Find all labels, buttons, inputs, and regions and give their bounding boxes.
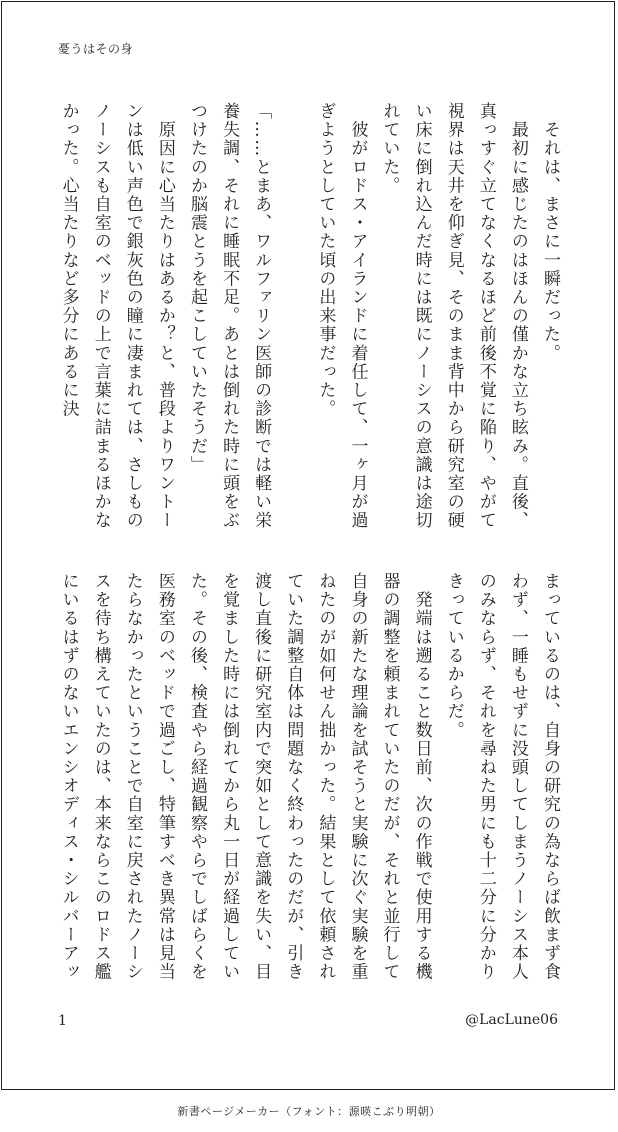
text-block-lower [56,572,566,992]
paragraph: まっているのは、自身の研究の為ならば飲まず食わず、一睡もせずに没頭してしまうノーシス本人のみならず、それを尋ねた男にも十二分に分かりきっているからだ。 [443,572,560,982]
paragraph: それは、まさに一瞬だった。 [540,102,560,363]
page-number: 1 [58,1013,67,1029]
paragraph: 彼がロドス・アイランドに着任して、一ヶ月が過ぎようとしていた頃の出来事だった。 [315,102,368,530]
paragraph: 原因に心当たりはあるか？と、普段よりワントーンは低い声色で銀灰色の瞳に凄まれては、さしものノーシスも自室のベッドの上で言葉に詰まるほかなかった。心当たりなど多分にあるに決 [58,102,175,530]
page-frame [1,1,615,1090]
generator-credit: 新書ページメーカー（フォント：源暎こぶり明朝） [177,1105,441,1118]
blank-line [277,102,309,532]
paragraph: 「……とまあ、ワルファリン医師の診断では軽い栄養失調、それに睡眠不足。あとは倒れた時に頭をぶつけたのか脳震とうを起こしていたそうだ」 [186,102,272,530]
author-handle: @LacLune06 [465,1012,558,1028]
text-block-upper [56,102,566,532]
paragraph: 最初に感じたのはほんの僅かな立ち眩み。直後、真っすぐ立てなくなるほど前後不覚に陥り、やがて視界は天井を仰ぎ見、そのまま背中から研究室の硬い床に倒れ込んだ時には既にノーシスの意識は途切れていた。 [379,102,528,530]
paragraph: 発端は遡ること数日前、次の作戦で使用する機器の調整を頼まれていたのだが、それと並行して自身の新たな理論を試そうと実験に次ぐ実験を重ねたのが如何せん拙かった。結果として依頼されていた調整自体は問題なく終わったのだが、引き渡し直後に研究室内で突如として意識を失い、目を覚ました時には倒れてから丸一日が経過していた。その後、検査やら経過観察やらでしばらくを医務室のベッドで過ごし、特筆すべき異常は見当たらなかったということで自室に戻されたノーシスを待ち構えていたのは、本来ならこのロドス艦にいるはずのないエンシオディス・シルバーアッ [58,572,432,982]
running-title: 憂うはその身 [58,42,134,56]
